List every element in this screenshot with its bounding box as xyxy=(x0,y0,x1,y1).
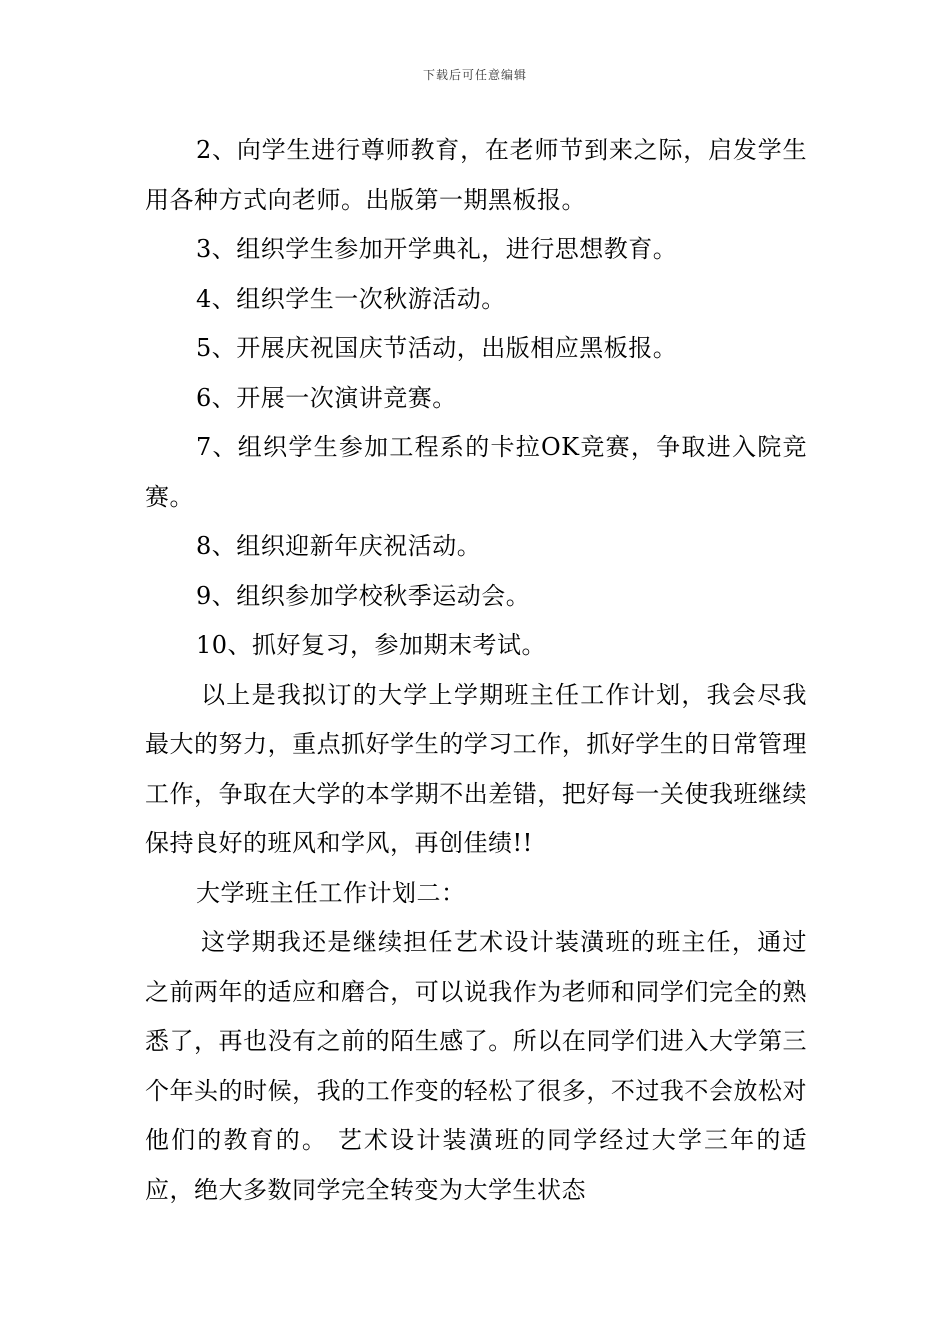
plan-item-9: 9、组织参加学校秋季运动会。 xyxy=(196,581,531,610)
body-paragraph: 这学期我还是继续担任艺术设计装潢班的班主任，通过之前两年的适应和磨合，可以说我作为老师和同学们完全的熟悉了，再也没有之前的陌生感了。所以在同学们进入大学第三个年头的时候，我的工作变的轻松了很多，不过我不会放松对他们的教育的。 艺术设计装潢班的同学经过大学三年的适应，绝大多数同学完全转变为大学生状态 xyxy=(145,928,807,1204)
plan-item-2: 2、向学生进行尊师教育，在老师节到来之际，启发学生用各种方式向老师。出版第一期黑板报。 xyxy=(145,136,807,214)
plan-item-6: 6、开展一次演讲竞赛。 xyxy=(196,383,457,412)
document-body xyxy=(145,126,807,1215)
summary-paragraph: 以上是我拟订的大学上学期班主任工作计划，我会尽我最大的努力，重点抓好学生的学习工作，抓好学生的日常管理工作，争取在大学的本学期不出差错，把好每一关使我班继续保持良好的班风和学风，再创佳绩!! xyxy=(145,680,807,857)
plan-item-8: 8、组织迎新年庆祝活动。 xyxy=(196,532,482,560)
plan-item-4: 4、组织学生一次秋游活动。 xyxy=(196,284,506,313)
plan-item-5: 5、开展庆祝国庆节活动，出版相应黑板报。 xyxy=(196,334,678,362)
page-header: 下载后可任意编辑 xyxy=(422,68,527,82)
plan-item-7: 7、组织学生参加工程系的卡拉OK竞赛，争取进入院竞赛。 xyxy=(145,433,807,511)
plan-item-10: 10、抓好复习，参加期末考试。 xyxy=(196,631,547,659)
plan-item-3: 3、组织学生参加开学典礼，进行思想教育。 xyxy=(196,235,678,263)
section-heading: 大学班主任工作计划二： xyxy=(196,878,466,907)
